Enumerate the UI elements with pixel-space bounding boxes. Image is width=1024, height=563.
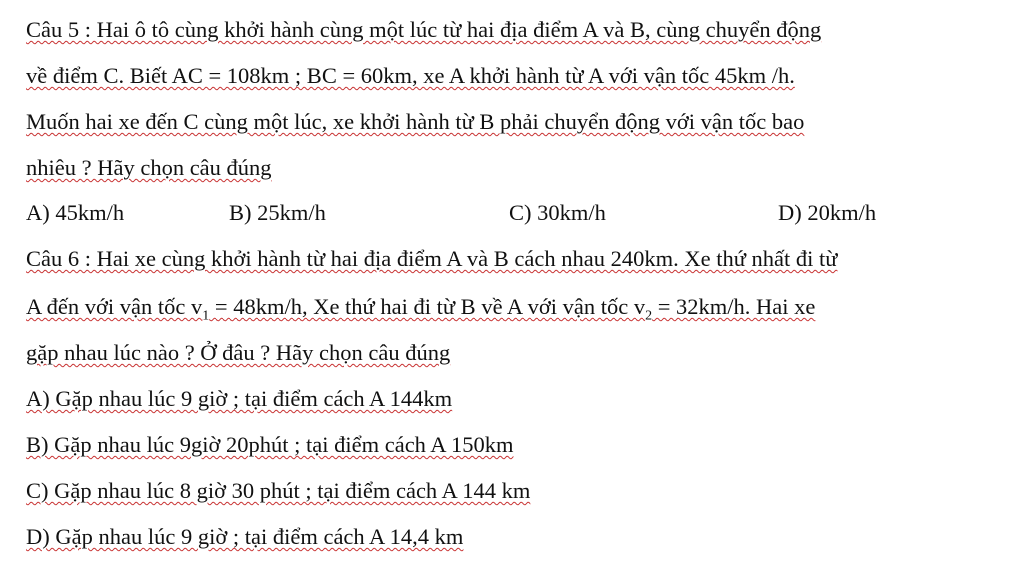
question-6-option-b-line <box>26 431 513 459</box>
question-6-text-1: Câu 6 : Hai xe cùng khởi hành từ hai địa điểm A và B cách nhau 240km. Xe thứ nhất đi từ <box>26 246 838 271</box>
question-5-option-d: D) 20km/h <box>778 200 877 225</box>
question-5-line-3 <box>26 108 804 136</box>
question-6-text-3: gặp nhau lúc nào ? Ở đâu ? Hãy chọn câu đúng <box>26 340 451 365</box>
question-5-line-2 <box>26 62 795 90</box>
question-5-line-1 <box>26 16 821 44</box>
question-6-line-1 <box>26 245 837 273</box>
question-6-option-a: A) Gặp nhau lúc 9 giờ ; tại điểm cách A 144km <box>26 386 453 411</box>
question-6-text-2-start: A đến với vận tốc v <box>26 294 203 319</box>
question-6-option-c: C) Gặp nhau lúc 8 giờ 30 phút ; tại điểm cách A 144 km <box>26 478 531 503</box>
question-6-text-2-middle: = 48km/h, Xe thứ hai đi từ B về A với vận tốc v <box>209 294 646 319</box>
question-5-text-3: Muốn hai xe đến C cùng một lúc, xe khởi hành từ B phải chuyển động với vận tốc bao <box>26 109 805 134</box>
question-5-line-4 <box>26 154 272 182</box>
question-6-text-2 <box>26 294 816 324</box>
question-5-option-b: B) 25km/h <box>229 200 326 225</box>
question-6-option-d: D) Gặp nhau lúc 9 giờ ; tại điểm cách A 14,4 km <box>26 524 464 549</box>
question-6-option-b: B) Gặp nhau lúc 9giờ 20phút ; tại điểm cách A 150km <box>26 432 514 457</box>
question-6-line-2 <box>26 293 816 324</box>
question-5-option-a: A) 45km/h <box>26 200 125 225</box>
velocity-1-subscript: 1 <box>202 308 210 324</box>
question-6-text-2-end: = 32km/h. Hai xe <box>652 294 816 319</box>
question-5-option-c: C) 30km/h <box>509 200 606 225</box>
question-6-line-3 <box>26 339 450 367</box>
question-6-option-d-line <box>26 523 463 551</box>
question-5-text-4: nhiêu ? Hãy chọn câu đúng <box>26 155 272 180</box>
question-5-text-1: Câu 5 : Hai ô tô cùng khởi hành cùng một lúc từ hai địa điểm A và B, cùng chuyển động <box>26 17 822 42</box>
question-6-option-a-line <box>26 385 452 413</box>
question-6-option-c-line <box>26 477 530 505</box>
question-5-text-2: về điểm C. Biết AC = 108km ; BC = 60km, xe A khởi hành từ A với vận tốc 45km /h. <box>26 63 795 88</box>
velocity-2-subscript: 2 <box>645 308 653 324</box>
